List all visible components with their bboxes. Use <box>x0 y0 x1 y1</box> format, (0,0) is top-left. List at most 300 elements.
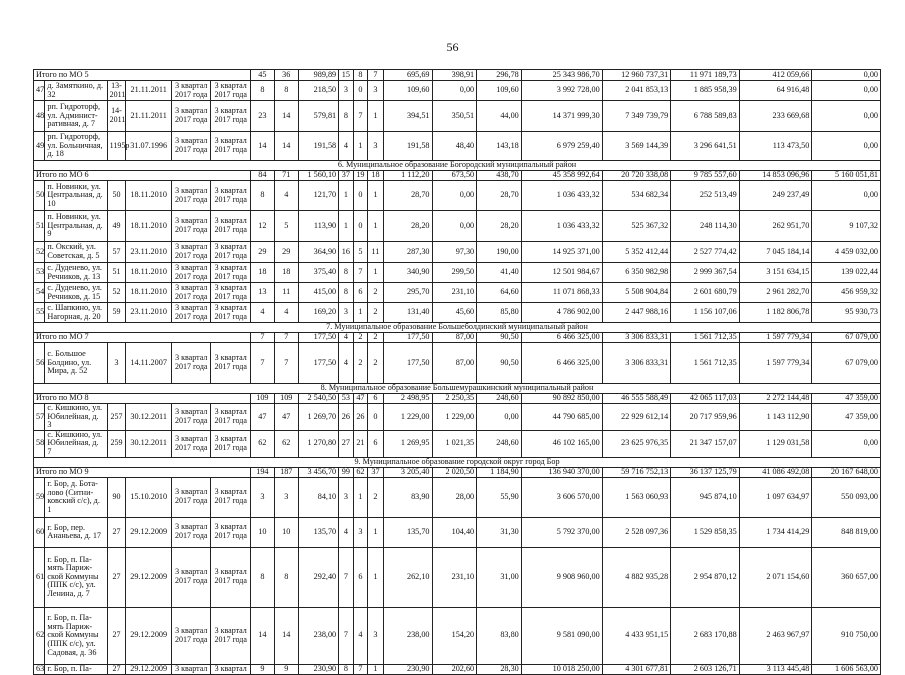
total-label: Итого по МО 5 <box>34 70 251 81</box>
planned-quarter: 3 квартал 2017 года <box>172 101 211 132</box>
cell-value: 47 <box>274 404 298 431</box>
table-row <box>34 607 881 664</box>
document-number: 13-2011 <box>107 81 126 101</box>
cell-value: 113 473,50 <box>739 132 812 161</box>
row-number: 54 <box>34 283 45 303</box>
planned-quarter: 3 квартал 2017 года <box>172 283 211 303</box>
document-number: 59 <box>107 303 126 323</box>
table-row <box>34 343 881 384</box>
document-number: 50 <box>107 181 126 211</box>
address: с. Дуденево, ул. Речников, д. 13 <box>45 263 107 283</box>
cell-value: 1 229,00 <box>383 404 432 431</box>
row-number: 61 <box>34 547 45 607</box>
document-number: 49 <box>107 211 126 242</box>
cell-value: 7 349 739,79 <box>602 101 671 132</box>
row-number: 52 <box>34 242 45 263</box>
cell-value: 45 358 992,64 <box>521 171 602 181</box>
cell-value: 248 114,30 <box>671 211 740 242</box>
planned-quarter: 3 квартал 2017 года <box>172 343 211 384</box>
cell-value: 62 <box>353 467 368 477</box>
row-number: 58 <box>34 430 45 457</box>
cell-value: 231,10 <box>432 547 477 607</box>
cell-value: 0,00 <box>812 181 881 211</box>
cell-value: 22 929 612,14 <box>602 404 671 431</box>
document-date: 29.12.2009 <box>126 517 172 547</box>
cell-value: 11 971 189,73 <box>671 70 740 81</box>
document-date: 23.11.2010 <box>126 242 172 263</box>
document-number: 27 <box>107 664 126 674</box>
cell-value: 99 <box>339 467 354 477</box>
cell-value: 12 501 984,67 <box>521 263 602 283</box>
cell-value: 673,50 <box>432 171 477 181</box>
cell-value: 4 301 677,81 <box>602 664 671 674</box>
document-number: 90 <box>107 477 126 517</box>
cell-value: 8 <box>250 81 274 101</box>
document-date: 18.11.2010 <box>126 263 172 283</box>
table-row <box>34 547 881 607</box>
cell-value: 5 160 051,81 <box>812 171 881 181</box>
cell-value: 1 036 433,32 <box>521 211 602 242</box>
cell-value: 11 071 868,33 <box>521 283 602 303</box>
cell-value: 97,30 <box>432 242 477 263</box>
cell-value: 0 <box>353 211 368 242</box>
row-number: 60 <box>34 517 45 547</box>
cell-value: 14 853 096,96 <box>739 171 812 181</box>
cell-value: 190,00 <box>477 242 522 263</box>
cell-value: 194 <box>250 467 274 477</box>
document-number: 57 <box>107 242 126 263</box>
address: г. Бор, п. Па- <box>45 664 107 674</box>
cell-value: 3 <box>339 81 354 101</box>
cell-value: 989,89 <box>298 70 338 81</box>
row-number: 50 <box>34 181 45 211</box>
row-number: 49 <box>34 132 45 161</box>
document-date: 21.11.2011 <box>126 81 172 101</box>
document-date: 18.11.2010 <box>126 283 172 303</box>
table-row <box>34 242 881 263</box>
cell-value: 46 102 165,00 <box>521 430 602 457</box>
cell-value: 945 874,10 <box>671 477 740 517</box>
document-date: 30.12.2011 <box>126 404 172 431</box>
cell-value: 62 <box>250 430 274 457</box>
cell-value: 139 022,44 <box>812 263 881 283</box>
table-row <box>34 181 881 211</box>
cell-value: 16 <box>339 242 354 263</box>
cell-value: 53 <box>339 394 354 404</box>
cell-value: 177,50 <box>383 333 432 343</box>
address: г. Бор, п. Па- мять Париж- ской Коммуны (ППК с/с), ул. Ленина, д. 7 <box>45 547 107 607</box>
cell-value: 90,50 <box>477 343 522 384</box>
table-row <box>34 664 881 674</box>
cell-value: 2 540,50 <box>298 394 338 404</box>
cell-value: 7 <box>353 664 368 674</box>
cell-value: 218,50 <box>298 81 338 101</box>
cell-value: 3 <box>339 477 354 517</box>
cell-value: 848 819,00 <box>812 517 881 547</box>
cell-value: 1 <box>368 517 384 547</box>
cell-value: 1 <box>368 664 384 674</box>
cell-value: 534 682,34 <box>602 181 671 211</box>
cell-value: 84 <box>250 171 274 181</box>
cell-value: 7 <box>250 343 274 384</box>
section-header-row <box>34 384 881 394</box>
cell-value: 4 <box>339 333 354 343</box>
cell-value: 4 <box>339 132 354 161</box>
cell-value: 2 954 870,12 <box>671 547 740 607</box>
document-date: 21.11.2011 <box>126 101 172 132</box>
planned-quarter-end: 3 квартал 2017 года <box>211 242 251 263</box>
planned-quarter: 3 квартал 2017 года <box>172 242 211 263</box>
cell-value: 59 716 752,13 <box>602 467 671 477</box>
section-header-row <box>34 323 881 333</box>
cell-value: 14 371 999,30 <box>521 101 602 132</box>
document-number: 52 <box>107 283 126 303</box>
cell-value: 8 <box>274 547 298 607</box>
cell-value: 21 347 157,07 <box>671 430 740 457</box>
cell-value: 3 456,70 <box>298 467 338 477</box>
cell-value: 131,40 <box>383 303 432 323</box>
cell-value: 3 <box>368 81 384 101</box>
cell-value: 1 <box>353 132 368 161</box>
cell-value: 1 563 060,93 <box>602 477 671 517</box>
cell-value: 1 112,20 <box>383 171 432 181</box>
cell-value: 28,70 <box>477 181 522 211</box>
cell-value: 7 045 184,14 <box>739 242 812 263</box>
cell-value: 0,00 <box>812 132 881 161</box>
cell-value: 2 <box>368 477 384 517</box>
planned-quarter: 3 квартал 2017 года <box>172 263 211 283</box>
cell-value: 2 <box>368 283 384 303</box>
cell-value: 1 269,70 <box>298 404 338 431</box>
cell-value: 5 <box>353 242 368 263</box>
document-number: 259 <box>107 430 126 457</box>
planned-quarter-end: 3 квартал 2017 года <box>211 607 251 664</box>
cell-value: 1 269,95 <box>383 430 432 457</box>
planned-quarter-end: 3 квартал 2017 года <box>211 303 251 323</box>
cell-value: 29 <box>250 242 274 263</box>
table-row <box>34 404 881 431</box>
cell-value: 2 <box>353 343 368 384</box>
total-row <box>34 70 881 81</box>
cell-value: 95 930,73 <box>812 303 881 323</box>
cell-value: 4 <box>250 303 274 323</box>
cell-value: 2 <box>368 303 384 323</box>
cell-value: 394,51 <box>383 101 432 132</box>
cell-value: 1 156 107,06 <box>671 303 740 323</box>
cell-value: 4 <box>274 181 298 211</box>
table-row <box>34 81 881 101</box>
cell-value: 231,10 <box>432 283 477 303</box>
cell-value: 136 940 370,00 <box>521 467 602 477</box>
cell-value: 7 <box>250 333 274 343</box>
cell-value: 1 036 433,32 <box>521 181 602 211</box>
cell-value: 0,00 <box>812 81 881 101</box>
total-label: Итого по МО 8 <box>34 394 251 404</box>
cell-value: 47 359,00 <box>812 394 881 404</box>
cell-value: 5 792 370,00 <box>521 517 602 547</box>
cell-value: 10 018 250,00 <box>521 664 602 674</box>
cell-value: 3 205,40 <box>383 467 432 477</box>
planned-quarter-end: 3 квартал 2017 года <box>211 517 251 547</box>
cell-value: 292,40 <box>298 547 338 607</box>
total-label: Итого по МО 7 <box>34 333 251 343</box>
cell-value: 48,40 <box>432 132 477 161</box>
cell-value: 0 <box>353 181 368 211</box>
planned-quarter-end: 3 квартал 2017 года <box>211 430 251 457</box>
cell-value: 109,60 <box>383 81 432 101</box>
cell-value: 7 <box>353 263 368 283</box>
planned-quarter-end: 3 квартал 2017 года <box>211 101 251 132</box>
cell-value: 2 071 154,60 <box>739 547 812 607</box>
cell-value: 20 720 338,08 <box>602 171 671 181</box>
cell-value: 1 <box>368 101 384 132</box>
cell-value: 154,20 <box>432 607 477 664</box>
cell-value: 2 683 170,88 <box>671 607 740 664</box>
cell-value: 3 113 445,48 <box>739 664 812 674</box>
planned-quarter-end: 3 квартал 2017 года <box>211 547 251 607</box>
cell-value: 36 <box>274 70 298 81</box>
cell-value: 4 433 951,15 <box>602 607 671 664</box>
cell-value: 8 <box>250 547 274 607</box>
planned-quarter-end: 3 квартал 2017 года <box>211 477 251 517</box>
cell-value: 121,70 <box>298 181 338 211</box>
cell-value: 25 343 986,70 <box>521 70 602 81</box>
cell-value: 109 <box>250 394 274 404</box>
cell-value: 21 <box>353 430 368 457</box>
cell-value: 83,90 <box>383 477 432 517</box>
cell-value: 85,80 <box>477 303 522 323</box>
cell-value: 87,00 <box>432 343 477 384</box>
planned-quarter-end: 3 квартал 2017 года <box>211 132 251 161</box>
cell-value: 579,81 <box>298 101 338 132</box>
cell-value: 438,70 <box>477 171 522 181</box>
cell-value: 1 597 779,34 <box>739 333 812 343</box>
cell-value: 350,51 <box>432 101 477 132</box>
cell-value: 83,80 <box>477 607 522 664</box>
cell-value: 11 <box>368 242 384 263</box>
cell-value: 67 079,00 <box>812 343 881 384</box>
cell-value: 360 657,00 <box>812 547 881 607</box>
cell-value: 1 <box>368 181 384 211</box>
address: г. Бор, п. Па- мять Париж- ской Коммуны (ППК с/с), ул. Садовая, д. 36 <box>45 607 107 664</box>
total-row <box>34 333 881 343</box>
cell-value: 456 959,32 <box>812 283 881 303</box>
cell-value: 29 <box>274 242 298 263</box>
cell-value: 1 182 806,78 <box>739 303 812 323</box>
cell-value: 262,10 <box>383 547 432 607</box>
cell-value: 6 788 589,83 <box>671 101 740 132</box>
cell-value: 2 041 853,13 <box>602 81 671 101</box>
address: г. Бор, д. Бота- лово (Ситни- ковский с/с), д. 1 <box>45 477 107 517</box>
cell-value: 2 272 144,48 <box>739 394 812 404</box>
cell-value: 37 <box>368 467 384 477</box>
cell-value: 12 960 737,31 <box>602 70 671 81</box>
cell-value: 7 <box>274 343 298 384</box>
cell-value: 41 086 492,08 <box>739 467 812 477</box>
document-number: 3 <box>107 343 126 384</box>
cell-value: 90,50 <box>477 333 522 343</box>
document-number: 14-2011 <box>107 101 126 132</box>
planned-quarter-end: 3 квартал 2017 года <box>211 343 251 384</box>
row-number: 57 <box>34 404 45 431</box>
cell-value: 0,00 <box>432 181 477 211</box>
document-date: 15.10.2010 <box>126 477 172 517</box>
document-date: 29.12.2009 <box>126 607 172 664</box>
total-label: Итого по МО 6 <box>34 171 251 181</box>
cell-value: 3 <box>339 303 354 323</box>
cell-value: 0,00 <box>477 404 522 431</box>
cell-value: 1 561 712,35 <box>671 333 740 343</box>
address: рп. Гидроторф, ул. Больничная, д. 18 <box>45 132 107 161</box>
cell-value: 47 <box>353 394 368 404</box>
document-date: 18.11.2010 <box>126 211 172 242</box>
cell-value: 375,40 <box>298 263 338 283</box>
cell-value: 20 167 648,00 <box>812 467 881 477</box>
cell-value: 398,91 <box>432 70 477 81</box>
planned-quarter: 3 квартал 2017 года <box>172 404 211 431</box>
cell-value: 27 <box>339 430 354 457</box>
cell-value: 7 <box>274 333 298 343</box>
row-number: 51 <box>34 211 45 242</box>
cell-value: 13 <box>250 283 274 303</box>
cell-value: 18 <box>368 171 384 181</box>
cell-value: 64 916,48 <box>739 81 812 101</box>
cell-value: 19 <box>353 171 368 181</box>
cell-value: 1 021,35 <box>432 430 477 457</box>
cell-value: 28,70 <box>383 181 432 211</box>
address: с. Кишкино, ул. Юбилейная, д. 7 <box>45 430 107 457</box>
cell-value: 6 <box>353 547 368 607</box>
cell-value: 26 <box>353 404 368 431</box>
address: с. Кишкино, ул. Юбилейная, д. 3 <box>45 404 107 431</box>
address: с. Большое Болдино, ул. Мира, д. 52 <box>45 343 107 384</box>
cell-value: 1 529 858,35 <box>671 517 740 547</box>
cell-value: 238,00 <box>383 607 432 664</box>
cell-value: 248,60 <box>477 394 522 404</box>
cell-value: 296,78 <box>477 70 522 81</box>
cell-value: 28,00 <box>432 477 477 517</box>
cell-value: 4 786 902,00 <box>521 303 602 323</box>
cell-value: 47 <box>250 404 274 431</box>
cell-value: 191,58 <box>298 132 338 161</box>
document-number: 1195р <box>107 132 126 161</box>
cell-value: 109 <box>274 394 298 404</box>
cell-value: 7 <box>368 70 384 81</box>
planned-quarter: 3 квартал 2017 года <box>172 303 211 323</box>
planned-quarter: 3 квартал 2017 года <box>172 430 211 457</box>
cell-value: 2 020,50 <box>432 467 477 477</box>
cell-value: 177,50 <box>383 343 432 384</box>
total-row <box>34 467 881 477</box>
cell-value: 87,00 <box>432 333 477 343</box>
cell-value: 1 <box>368 211 384 242</box>
planned-quarter-end: 3 квартал 2017 года <box>211 181 251 211</box>
cell-value: 5 352 412,44 <box>602 242 671 263</box>
address: п. Новинки, ул. Центральная, д. 9 <box>45 211 107 242</box>
planned-quarter: 3 квартал 2017 года <box>172 607 211 664</box>
cell-value: 238,00 <box>298 607 338 664</box>
row-number: 62 <box>34 607 45 664</box>
cell-value: 1 <box>353 303 368 323</box>
planned-quarter: 3 квартал 2017 года <box>172 181 211 211</box>
address: г. Бор, пер. Ананьева, д. 17 <box>45 517 107 547</box>
cell-value: 0,00 <box>812 101 881 132</box>
cell-value: 415,00 <box>298 283 338 303</box>
cell-value: 37 <box>339 171 354 181</box>
cell-value: 525 367,32 <box>602 211 671 242</box>
cell-value: 9 <box>274 664 298 674</box>
total-row <box>34 394 881 404</box>
section-header-row <box>34 161 881 171</box>
cell-value: 9 785 557,60 <box>671 171 740 181</box>
planned-quarter: 3 квартал <box>172 664 211 674</box>
cell-value: 191,58 <box>383 132 432 161</box>
cell-value: 62 <box>274 430 298 457</box>
cell-value: 1 <box>339 181 354 211</box>
cell-value: 84,10 <box>298 477 338 517</box>
cell-value: 45,60 <box>432 303 477 323</box>
section-title: 8. Муниципальное образование Большемурашкинский муниципальный район <box>34 384 881 394</box>
address: с. Дуденево, ул. Речников, д. 15 <box>45 283 107 303</box>
cell-value: 1 <box>368 263 384 283</box>
cell-value: 364,90 <box>298 242 338 263</box>
document-number: 27 <box>107 517 126 547</box>
table-row <box>34 477 881 517</box>
document-number: 27 <box>107 607 126 664</box>
table-row <box>34 303 881 323</box>
cell-value: 2 527 774,42 <box>671 242 740 263</box>
document-number: 51 <box>107 263 126 283</box>
cell-value: 10 <box>274 517 298 547</box>
document-date: 30.12.2011 <box>126 430 172 457</box>
cell-value: 7 <box>339 607 354 664</box>
address: рп. Гидроторф, ул. Админист- ративная, д. 7 <box>45 101 107 132</box>
cell-value: 3 296 641,51 <box>671 132 740 161</box>
cell-value: 7 <box>339 547 354 607</box>
housing-program-table <box>33 69 881 675</box>
cell-value: 9 908 960,00 <box>521 547 602 607</box>
row-number: 56 <box>34 343 45 384</box>
cell-value: 7 <box>353 101 368 132</box>
cell-value: 0,00 <box>432 81 477 101</box>
cell-value: 18 <box>274 263 298 283</box>
planned-quarter: 3 квартал 2017 года <box>172 477 211 517</box>
cell-value: 4 882 935,28 <box>602 547 671 607</box>
planned-quarter: 3 квартал 2017 года <box>172 81 211 101</box>
cell-value: 3 <box>250 477 274 517</box>
cell-value: 41,40 <box>477 263 522 283</box>
cell-value: 12 <box>250 211 274 242</box>
cell-value: 42 065 117,03 <box>671 394 740 404</box>
cell-value: 6 <box>368 430 384 457</box>
row-number: 59 <box>34 477 45 517</box>
cell-value: 2 250,35 <box>432 394 477 404</box>
document-date: 18.11.2010 <box>126 181 172 211</box>
cell-value: 8 <box>274 81 298 101</box>
cell-value: 23 <box>250 101 274 132</box>
cell-value: 252 513,49 <box>671 181 740 211</box>
cell-value: 5 508 904,84 <box>602 283 671 303</box>
cell-value: 135,70 <box>298 517 338 547</box>
planned-quarter-end: 3 квартал 2017 года <box>211 404 251 431</box>
cell-value: 23 625 976,35 <box>602 430 671 457</box>
cell-value: 46 555 588,49 <box>602 394 671 404</box>
cell-value: 1 <box>368 547 384 607</box>
cell-value: 202,60 <box>432 664 477 674</box>
cell-value: 1 129 031,58 <box>739 430 812 457</box>
cell-value: 15 <box>339 70 354 81</box>
cell-value: 248,60 <box>477 430 522 457</box>
